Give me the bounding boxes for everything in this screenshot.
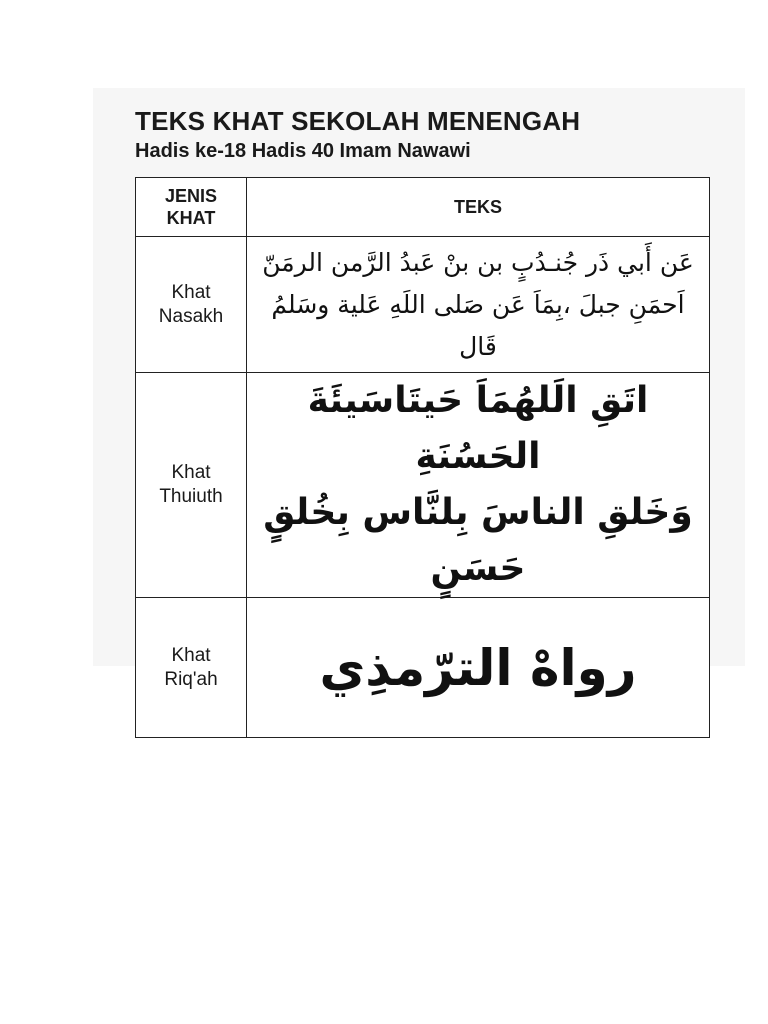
arabic-text-line: اَحمَنِ جبلَ ،بِمَاَ عَن صَلى اللَهِ عَلية وسَلمُ	[271, 289, 685, 319]
table-row	[136, 237, 710, 373]
arabic-text-line: اتَقِ الَلهُمَاَ حَيتَاسَيئَةَ الحَسُنَةِ	[307, 380, 649, 477]
table-row	[136, 373, 710, 598]
arabic-text-line: قَال	[459, 331, 497, 361]
document-subtitle: Hadis ke-18 Hadis 40 Imam Nawawi	[135, 140, 471, 162]
jenis-cell-riqah	[136, 598, 247, 738]
arabic-text-line: وَخَلقِ الناسَ بِلنَّاس بِخُلقٍ حَسَنٍ	[263, 492, 693, 589]
jenis-label-line2: Nasakh	[158, 305, 224, 327]
document-title: TEKS KHAT SEKOLAH MENENGAH	[135, 106, 581, 136]
jenis-cell-thuluth	[136, 373, 247, 598]
jenis-label-line1: Khat	[171, 462, 211, 483]
khat-table	[135, 177, 710, 738]
jenis-label-line1: Khat	[171, 281, 211, 303]
jenis-cell-nasakh	[136, 237, 247, 373]
table-row	[136, 598, 710, 738]
header-teks: TEKS	[247, 178, 710, 237]
teks-cell-riqah	[247, 598, 710, 738]
header-jenis-line2: KHAT	[166, 208, 216, 228]
teks-cell-nasakh	[247, 237, 710, 373]
jenis-label-line2: Thuiuth	[159, 486, 223, 507]
table-header-row	[136, 178, 710, 237]
header-jenis-khat	[136, 178, 247, 237]
teks-cell-thuluth	[247, 373, 710, 598]
arabic-text-line: عَن أَبي ذَر جُنـدُبٍ بن بنْ عَبدُ الرَّمن الرمَنّ	[262, 247, 694, 277]
header-jenis-line1: JENIS	[164, 186, 218, 206]
jenis-label-line1: Khat	[171, 644, 211, 666]
jenis-label-line2: Riq'ah	[164, 668, 218, 690]
arabic-text-line: رواهْ الترّمذِي	[319, 638, 637, 697]
